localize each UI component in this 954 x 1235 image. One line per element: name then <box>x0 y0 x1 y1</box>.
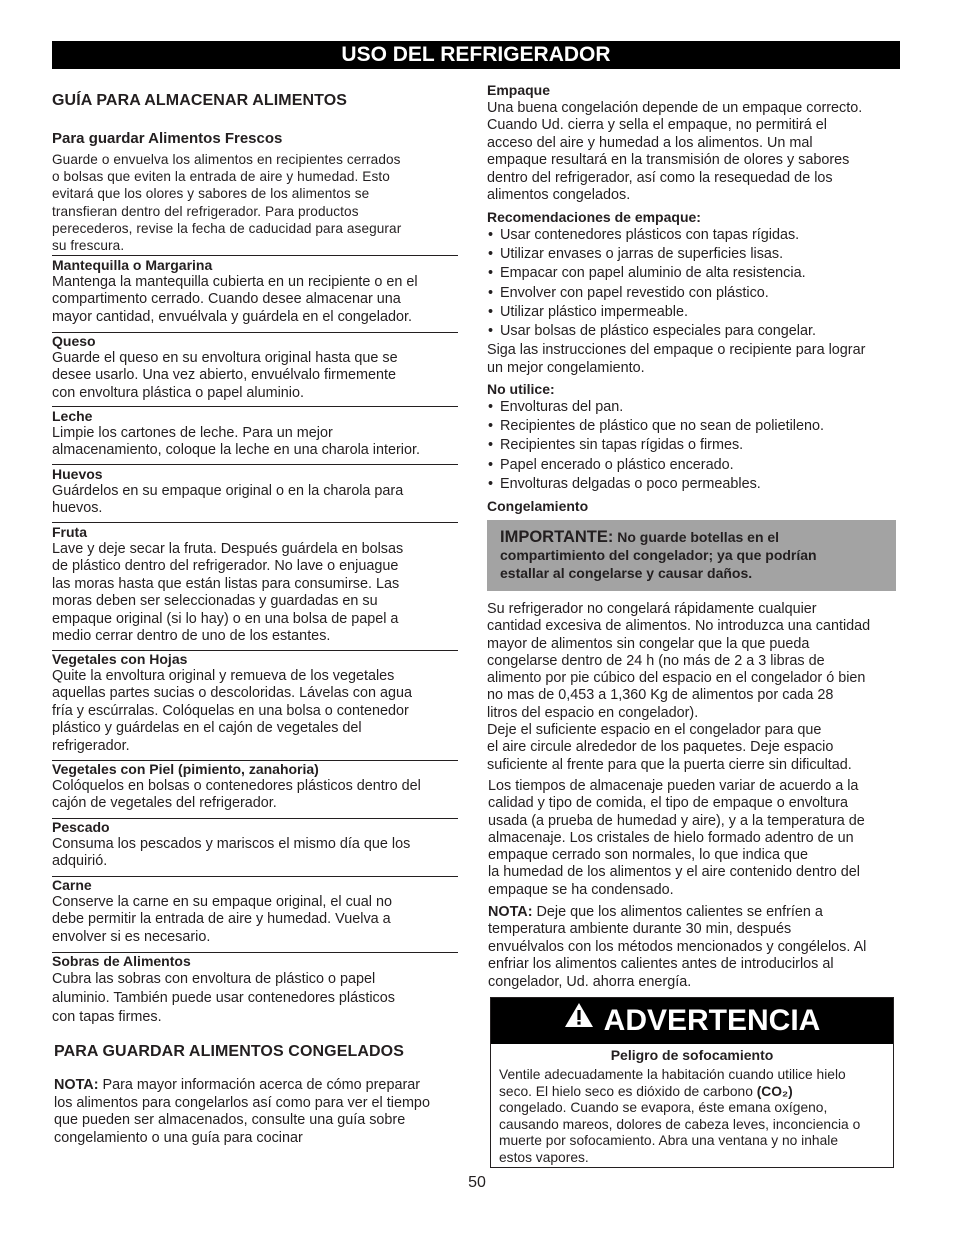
list-item: • Utilizar envases o jarras de superficies lisas. <box>487 245 899 264</box>
page-number: 50 <box>468 1174 486 1191</box>
warning-triangle-icon <box>564 996 594 1042</box>
list-item: • Papel encerado o plástico encerado. <box>487 456 899 475</box>
packaging-text: Una buena congelación depende de un empaque correcto. Cuando Ud. cierra y sella el empaque, no permitirá el acceso del aire y humedad a los alimentos. Un mal empaque resultará en la transmisión de olores y sabores dentro del refrigerador, así como la resequedad de los alimentos congelados. <box>487 100 863 204</box>
section-title-frozen-food: PARA GUARDAR ALIMENTOS CONGELADOS <box>54 1043 404 1060</box>
packaging-title: Empaque <box>487 82 551 98</box>
item-skin-vegetables: Vegetales con Piel (pimiento, zanahoria) Colóquelos en bolsas o contenedores plásticos dentro del cajón de vegetales del refrigerador. <box>52 761 421 812</box>
list-item: • Utilizar plástico impermeable. <box>487 303 899 322</box>
list-item: • Envolturas delgadas o poco permeables. <box>487 475 899 494</box>
item-leafy-vegetables: Vegetales con Hojas Quite la envoltura original y remueva de los vegetales aquellas partes sucias o descoloridas. Lávelas con agua fría y escúrralas. Colóquelas en una bolsa o contenedor plástico y guárdelas en el cajón de vegetales del refrigerador. <box>52 651 412 754</box>
item-cheese: Queso Guarde el queso en su envoltura original hasta que se desee usarlo. Una vez abierto, envuélvalo firmemente con envoltura plástica o papel aluminio. <box>52 333 398 401</box>
fresh-food-title: Para guardar Alimentos Frescos <box>52 130 283 147</box>
page-header: USO DEL REFRIGERADOR <box>52 41 900 69</box>
warning-text: Ventile adecuadamente la habitación cuando utilice hielo seco. El hielo seco es dióxido de carbono (CO₂) congelado. Cuando se evapora, éste emana oxígeno, causando mareos, dolores de cabeza leves, inconciencia o muerte por sofocamiento. Abra una ventana y no inhale estos vapores. <box>499 1067 861 1165</box>
fresh-food-text: Guarde o envuelva los alimentos en recipientes cerrados o bolsas que eviten la entrada de aire y humedad. Esto evitará que los olores y sabores de los alimentos se transfieran dentro del refrigerador. Para productos perecederos, revise la fecha de caducidad para asegurar su frescura. <box>52 152 402 254</box>
list-item: • Recipientes de plástico que no sean de polietileno. <box>487 417 899 436</box>
warning-box <box>490 997 894 1168</box>
item-fruit: Fruta Lave y deje secar la fruta. Después guárdela en bolsas de plástico dentro del refrigerador. No lave o enjuague las moras hasta que están listas para consumirse. Las moras deben ser seleccionadas y guardadas en su empaque original (si lo hay) o en una bolsa de papel a medio cerrar dentro de uno de los estantes. <box>52 524 404 645</box>
divider <box>52 522 458 523</box>
warning-title: ADVERTENCIA <box>603 1004 821 1037</box>
warning-header <box>491 998 893 1044</box>
list-item: • Empacar con papel aluminio de alta resistencia. <box>487 264 899 283</box>
section-title-storage-guide: GUÍA PARA ALMACENAR ALIMENTOS <box>52 92 348 109</box>
item-butter: Mantequilla o Margarina Mantenga la mantequilla cubierta en un recipiente o en el compartimento cerrado. Cuando desee almacenar una mayor cantidad, envuélvala y guárdela en el congelador. <box>52 257 418 325</box>
frozen-note: NOTA: Para mayor información acerca de cómo preparar los alimentos para congelarlos así como para ver el tiempo que pueden ser almacenados, consulte una guía sobre congelamiento o una guía para cocinar <box>54 1077 430 1146</box>
frozen-note-label: NOTA: <box>54 1077 99 1093</box>
item-eggs: Huevos Guárdelos en su empaque original o en la charola para huevos. <box>52 466 404 517</box>
divider <box>52 255 458 256</box>
list-item: • Envolver con papel revestido con plástico. <box>487 284 899 303</box>
item-fish: Pescado Consuma los pescados y mariscos el mismo día que los adquirió. <box>52 819 411 870</box>
list-item: • Usar bolsas de plástico especiales para congelar. <box>487 322 899 341</box>
storage-times-text: Los tiempos de almacenaje pueden variar de acuerdo a la calidad y tipo de comida, el tipo de empaque o envoltura usada (a prueba de humedad y aire), y a la temperatura de almacenaje. Los cristales de hielo formado adentro de un empaque cerrado son normales, lo que indica que la humedad de los alimentos y el aire contenido dentro del empaque se ha condensado. <box>488 778 865 898</box>
divider <box>52 406 458 407</box>
item-meat: Carne Conserve la carne en su empaque original, el cual no debe permitir la entrada de aire y humedad. Vuelva a envolver si es necesario. <box>52 877 392 945</box>
list-item: • Usar contenedores plásticos con tapas rígidas. <box>487 226 899 245</box>
do-not-use-title: No utilice: <box>487 381 555 397</box>
note-label: NOTA: <box>488 904 533 920</box>
divider <box>52 464 458 465</box>
list-item: • Envolturas del pan. <box>487 398 899 417</box>
recommendations-follow-text: Siga las instrucciones del empaque o recipiente para lograr un mejor congelamiento. <box>487 342 866 376</box>
warning-subtitle: Peligro de sofocamiento <box>610 1047 774 1063</box>
freezing-title: Congelamiento <box>487 498 589 514</box>
important-notice: IMPORTANTE: No guarde botellas en el compartimiento del congelador; ya que podrían estallar al congelarse y causar daños. <box>487 520 896 591</box>
list-item: • Recipientes sin tapas rígidas o firmes. <box>487 436 899 455</box>
co2-formula: (CO₂) <box>756 1083 793 1099</box>
recommendations-title: Recomendaciones de empaque: <box>487 209 701 225</box>
important-label: IMPORTANTE: <box>500 528 614 546</box>
do-not-use-list <box>487 398 899 494</box>
item-milk: Leche Limpie los cartones de leche. Para un mejor almacenamiento, coloque la leche en una charola interior. <box>52 408 420 459</box>
item-leftovers: Sobras de Alimentos Cubra las sobras con envoltura de plástico o papel aluminio. También puede usar contenedores plásticos con tapas firmes. <box>52 953 395 1025</box>
freezing-capacity-text: Su refrigerador no congelará rápidamente cualquier cantidad excesiva de alimentos. No introduzca una cantidad mayor de alimentos sin congelar que la que pueda congelarse dentro de 24 h (no más de 2 a 3 libras de alimento por pie cúbico del espacio en el congelador ó bien no mas de 0,453 a 1,360 Kg de alimentos por cada 28 litros del espacio en congelador). Deje el suficiente espacio en el congelador para que el aire circule alrededor de los paquetes. Deje espacio suficiente al frente para que la puerta cierre sin dificultad. <box>487 601 871 773</box>
recommendations-list <box>487 226 899 341</box>
hot-food-note: NOTA: Deje que los alimentos calientes se enfríen a temperatura ambiente durante 30 min, después envuélvalos con los métodos mencionados y congélelos. Al enfriar los alimentos calientes antes de introducirlos al congelador, Ud. ahorra energía. <box>488 904 867 990</box>
